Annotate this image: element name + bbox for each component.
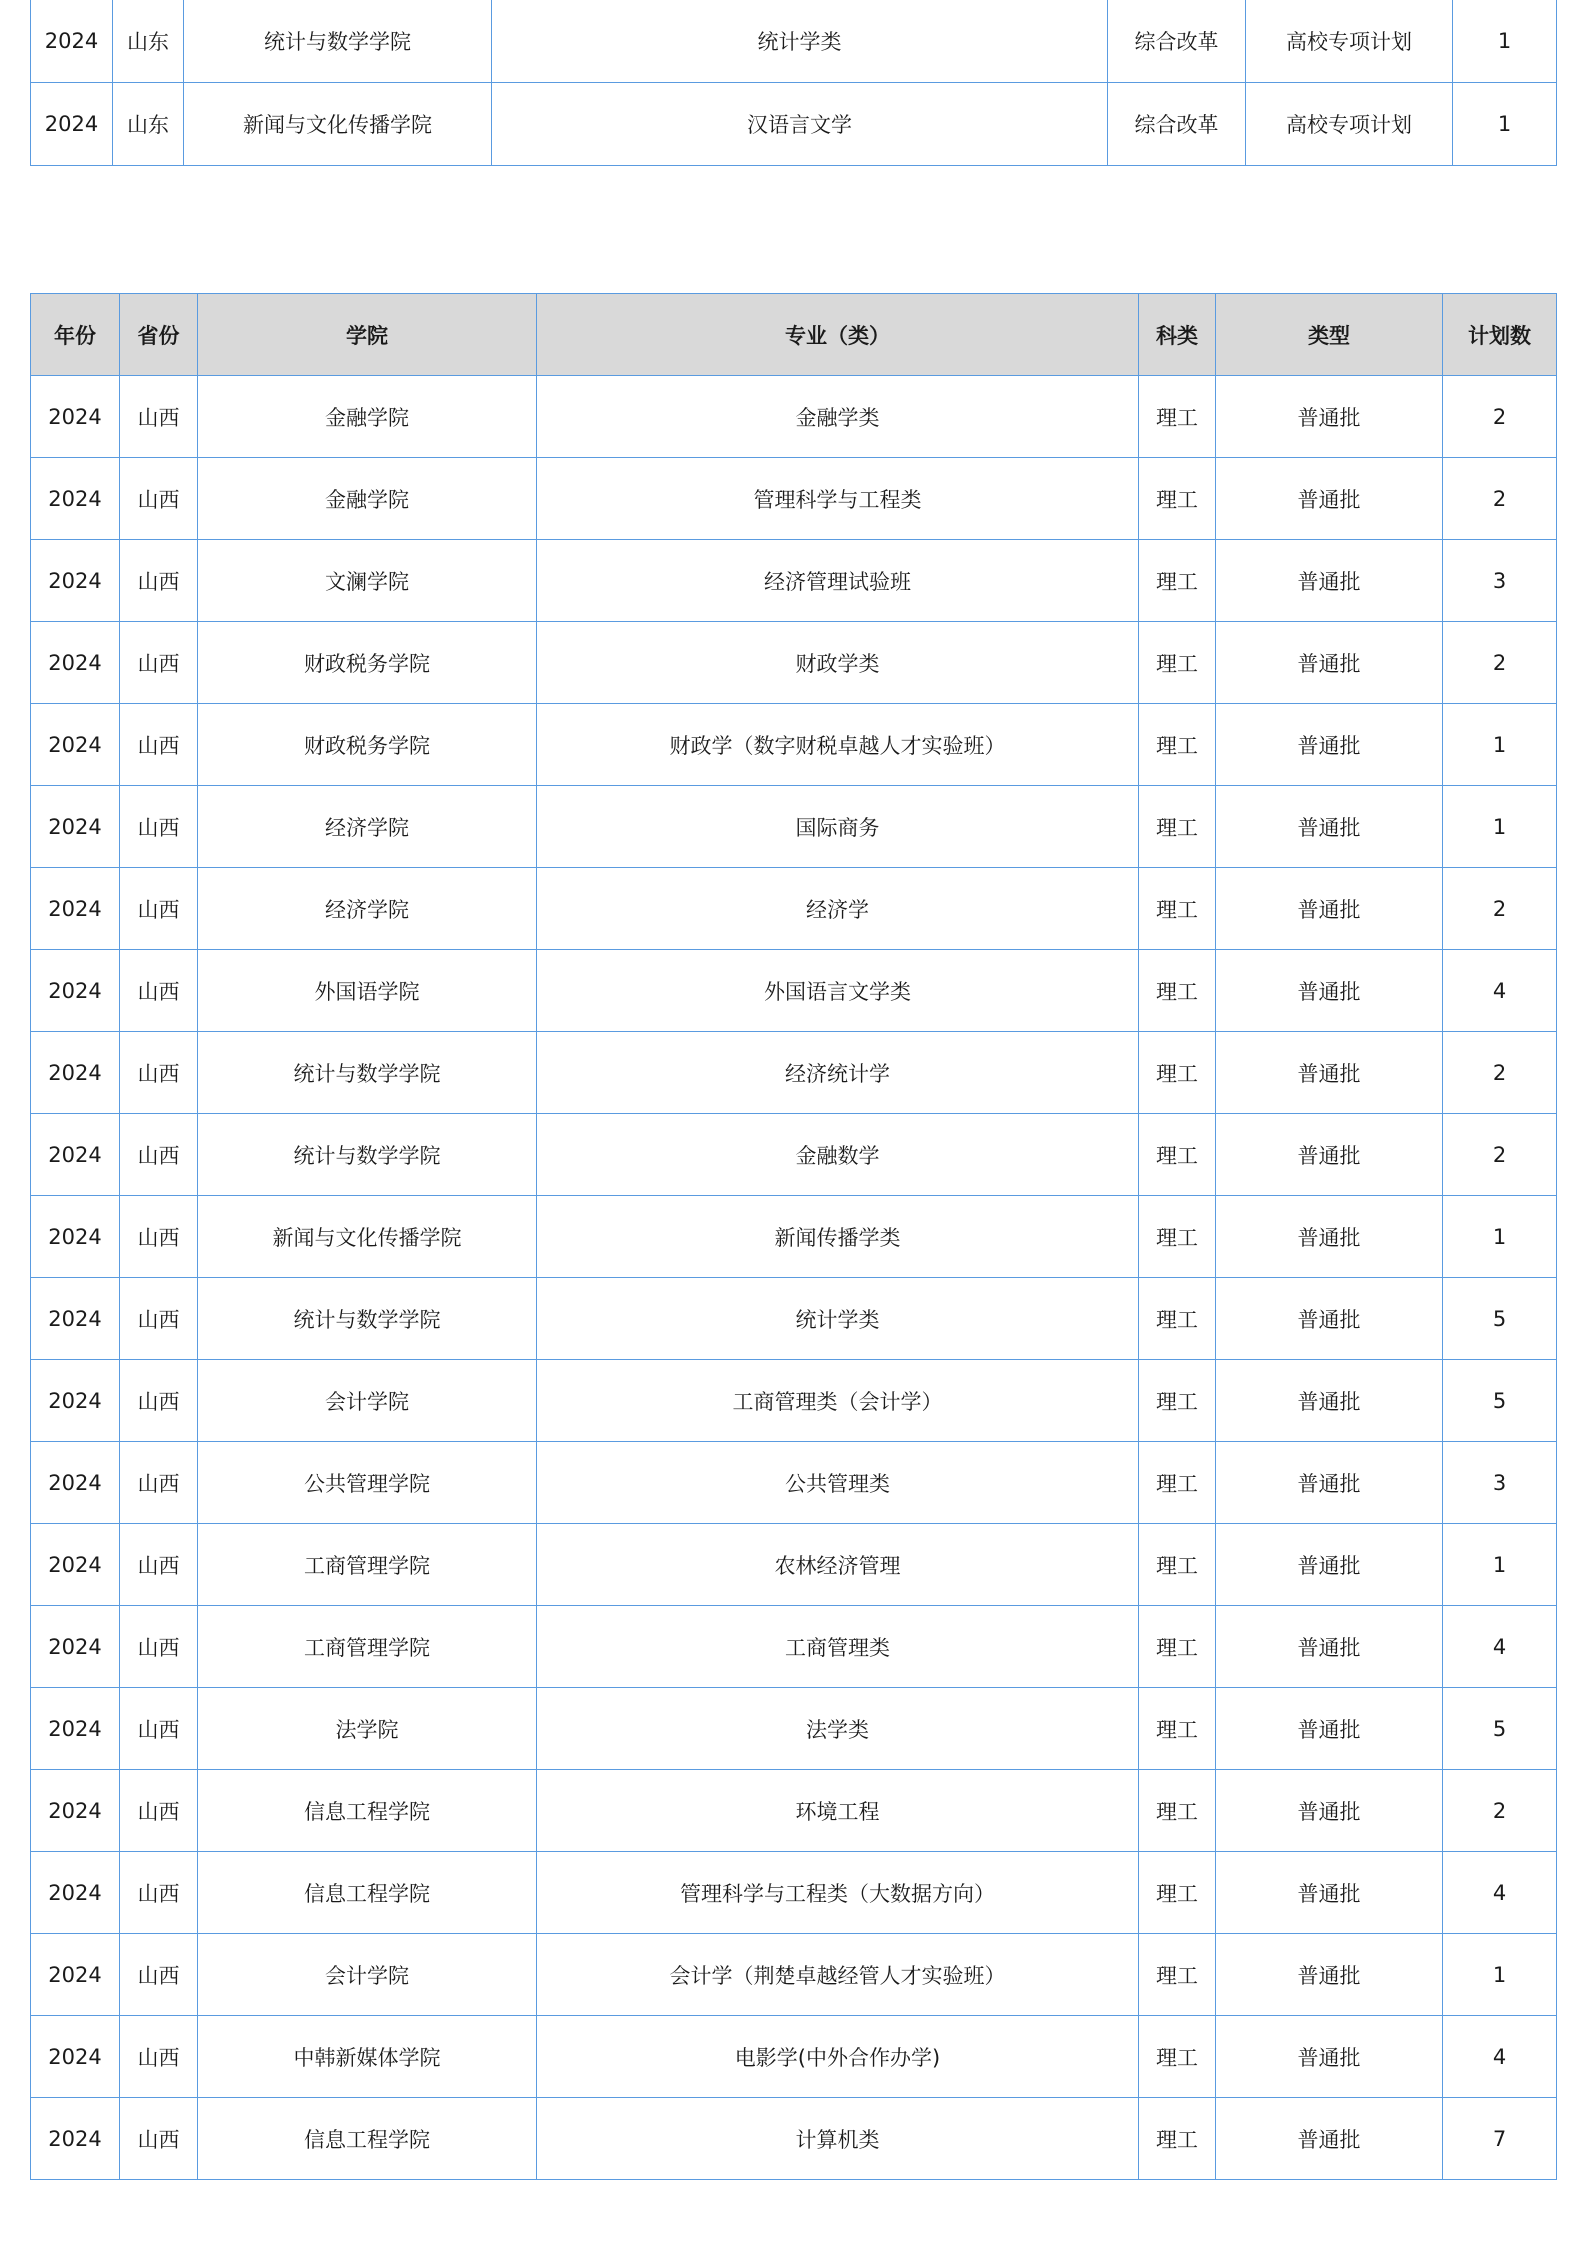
cell-batch-type: 普通批 — [1216, 1852, 1443, 1934]
cell-batch-type: 普通批 — [1216, 1032, 1443, 1114]
cell-batch-type: 普通批 — [1216, 704, 1443, 786]
cell-plan-count: 1 — [1443, 1934, 1557, 2016]
table-row — [31, 83, 1557, 166]
table-row — [31, 1442, 1557, 1524]
table-row — [31, 786, 1557, 868]
top-table-body — [31, 0, 1557, 166]
cell-plan-count: 5 — [1443, 1360, 1557, 1442]
cell-subject-category: 理工 — [1139, 868, 1216, 950]
cell-subject-category: 理工 — [1139, 458, 1216, 540]
main-table-body — [31, 376, 1557, 2180]
cell-plan-count: 7 — [1443, 2098, 1557, 2180]
cell-major: 管理科学与工程类 — [537, 458, 1139, 540]
table-row — [31, 376, 1557, 458]
cell-college: 外国语学院 — [198, 950, 537, 1032]
table-row — [31, 868, 1557, 950]
cell-year: 2024 — [31, 1032, 120, 1114]
cell-year: 2024 — [31, 1770, 120, 1852]
cell-major: 会计学（荆楚卓越经管人才实验班） — [537, 1934, 1139, 2016]
cell-major: 经济统计学 — [537, 1032, 1139, 1114]
cell-year: 2024 — [31, 622, 120, 704]
cell-major: 财政学（数字财税卓越人才实验班） — [537, 704, 1139, 786]
cell-province: 山东 — [113, 0, 184, 83]
table-row — [31, 1278, 1557, 1360]
cell-batch-type: 普通批 — [1216, 2098, 1443, 2180]
cell-plan-count: 1 — [1443, 704, 1557, 786]
table-row — [31, 1688, 1557, 1770]
cell-year: 2024 — [31, 2016, 120, 2098]
cell-subject-category: 综合改革 — [1108, 83, 1246, 166]
cell-major: 管理科学与工程类（大数据方向） — [537, 1852, 1139, 1934]
cell-province: 山西 — [120, 540, 198, 622]
cell-batch-type: 普通批 — [1216, 868, 1443, 950]
cell-plan-count: 5 — [1443, 1688, 1557, 1770]
cell-province: 山西 — [120, 786, 198, 868]
cell-college: 统计与数学学院 — [184, 0, 492, 83]
cell-major: 农林经济管理 — [537, 1524, 1139, 1606]
cell-plan-count: 2 — [1443, 1770, 1557, 1852]
cell-batch-type: 普通批 — [1216, 1688, 1443, 1770]
cell-college: 公共管理学院 — [198, 1442, 537, 1524]
cell-province: 山西 — [120, 1442, 198, 1524]
table-row — [31, 950, 1557, 1032]
cell-college: 经济学院 — [198, 786, 537, 868]
cell-batch-type: 普通批 — [1216, 1442, 1443, 1524]
cell-province: 山西 — [120, 1032, 198, 1114]
cell-major: 新闻传播学类 — [537, 1196, 1139, 1278]
cell-batch-type: 普通批 — [1216, 786, 1443, 868]
cell-major: 经济管理试验班 — [537, 540, 1139, 622]
table-row — [31, 1360, 1557, 1442]
cell-province: 山西 — [120, 2016, 198, 2098]
cell-plan-count: 4 — [1443, 950, 1557, 1032]
cell-college: 工商管理学院 — [198, 1524, 537, 1606]
cell-year: 2024 — [31, 1688, 120, 1770]
table-row — [31, 540, 1557, 622]
cell-college: 文澜学院 — [198, 540, 537, 622]
cell-plan-count: 3 — [1443, 1442, 1557, 1524]
cell-subject-category: 理工 — [1139, 1934, 1216, 2016]
cell-major: 国际商务 — [537, 786, 1139, 868]
cell-college: 新闻与文化传播学院 — [184, 83, 492, 166]
table-row — [31, 1852, 1557, 1934]
cell-college: 工商管理学院 — [198, 1606, 537, 1688]
cell-major: 法学类 — [537, 1688, 1139, 1770]
cell-province: 山西 — [120, 1196, 198, 1278]
cell-subject-category: 理工 — [1139, 1360, 1216, 1442]
cell-subject-category: 理工 — [1139, 1114, 1216, 1196]
cell-college: 信息工程学院 — [198, 1770, 537, 1852]
cell-college: 会计学院 — [198, 1360, 537, 1442]
cell-province: 山西 — [120, 1524, 198, 1606]
cell-year: 2024 — [31, 1196, 120, 1278]
cell-subject-category: 理工 — [1139, 950, 1216, 1032]
table-row — [31, 1114, 1557, 1196]
cell-subject-category: 理工 — [1139, 1278, 1216, 1360]
cell-batch-type: 普通批 — [1216, 1196, 1443, 1278]
cell-province: 山东 — [113, 83, 184, 166]
cell-plan-count: 1 — [1443, 1196, 1557, 1278]
cell-subject-category: 理工 — [1139, 376, 1216, 458]
cell-major: 电影学(中外合作办学) — [537, 2016, 1139, 2098]
cell-plan-count: 4 — [1443, 1852, 1557, 1934]
header-batch-type: 类型 — [1216, 294, 1443, 376]
cell-subject-category: 理工 — [1139, 1852, 1216, 1934]
cell-plan-count: 2 — [1443, 868, 1557, 950]
table-row — [31, 622, 1557, 704]
cell-province: 山西 — [120, 1688, 198, 1770]
cell-plan-count: 4 — [1443, 1606, 1557, 1688]
cell-major: 公共管理类 — [537, 1442, 1139, 1524]
header-major: 专业（类） — [537, 294, 1139, 376]
cell-year: 2024 — [31, 1606, 120, 1688]
cell-batch-type: 普通批 — [1216, 1278, 1443, 1360]
cell-province: 山西 — [120, 1934, 198, 2016]
table-row — [31, 704, 1557, 786]
cell-college: 统计与数学学院 — [198, 1114, 537, 1196]
cell-plan-count: 1 — [1443, 1524, 1557, 1606]
cell-subject-category: 理工 — [1139, 786, 1216, 868]
cell-province: 山西 — [120, 950, 198, 1032]
cell-major: 统计学类 — [492, 0, 1108, 83]
cell-major: 汉语言文学 — [492, 83, 1108, 166]
cell-college: 统计与数学学院 — [198, 1032, 537, 1114]
cell-subject-category: 理工 — [1139, 1442, 1216, 1524]
cell-subject-category: 理工 — [1139, 1196, 1216, 1278]
cell-college: 经济学院 — [198, 868, 537, 950]
cell-year: 2024 — [31, 1114, 120, 1196]
cell-subject-category: 理工 — [1139, 1032, 1216, 1114]
cell-year: 2024 — [31, 868, 120, 950]
cell-college: 中韩新媒体学院 — [198, 2016, 537, 2098]
cell-batch-type: 普通批 — [1216, 1606, 1443, 1688]
cell-year: 2024 — [31, 2098, 120, 2180]
header-college: 学院 — [198, 294, 537, 376]
cell-year: 2024 — [31, 786, 120, 868]
cell-college: 金融学院 — [198, 376, 537, 458]
cell-batch-type: 高校专项计划 — [1246, 0, 1453, 83]
cell-plan-count: 2 — [1443, 376, 1557, 458]
cell-subject-category: 理工 — [1139, 1524, 1216, 1606]
table-row — [31, 2098, 1557, 2180]
cell-year: 2024 — [31, 1442, 120, 1524]
cell-province: 山西 — [120, 1606, 198, 1688]
cell-major: 经济学 — [537, 868, 1139, 950]
cell-major: 金融数学 — [537, 1114, 1139, 1196]
cell-plan-count: 2 — [1443, 458, 1557, 540]
cell-province: 山西 — [120, 458, 198, 540]
cell-batch-type: 普通批 — [1216, 458, 1443, 540]
table-row — [31, 0, 1557, 83]
header-subject-category: 科类 — [1139, 294, 1216, 376]
cell-batch-type: 普通批 — [1216, 622, 1443, 704]
cell-year: 2024 — [31, 1278, 120, 1360]
cell-college: 会计学院 — [198, 1934, 537, 2016]
cell-batch-type: 普通批 — [1216, 1524, 1443, 1606]
table-header-row — [31, 294, 1557, 376]
cell-province: 山西 — [120, 1360, 198, 1442]
cell-college: 财政税务学院 — [198, 704, 537, 786]
cell-plan-count: 1 — [1453, 0, 1557, 83]
cell-year: 2024 — [31, 376, 120, 458]
cell-province: 山西 — [120, 622, 198, 704]
cell-year: 2024 — [31, 458, 120, 540]
cell-year: 2024 — [31, 704, 120, 786]
cell-plan-count: 3 — [1443, 540, 1557, 622]
cell-province: 山西 — [120, 1852, 198, 1934]
cell-college: 金融学院 — [198, 458, 537, 540]
cell-province: 山西 — [120, 2098, 198, 2180]
cell-province: 山西 — [120, 868, 198, 950]
cell-batch-type: 普通批 — [1216, 1114, 1443, 1196]
cell-subject-category: 理工 — [1139, 1606, 1216, 1688]
cell-plan-count: 2 — [1443, 622, 1557, 704]
cell-year: 2024 — [31, 1524, 120, 1606]
cell-year: 2024 — [31, 1852, 120, 1934]
cell-plan-count: 4 — [1443, 2016, 1557, 2098]
cell-batch-type: 高校专项计划 — [1246, 83, 1453, 166]
cell-major: 计算机类 — [537, 2098, 1139, 2180]
cell-college: 法学院 — [198, 1688, 537, 1770]
table-row — [31, 1032, 1557, 1114]
cell-plan-count: 2 — [1443, 1114, 1557, 1196]
header-plan-count: 计划数 — [1443, 294, 1557, 376]
cell-year: 2024 — [31, 1360, 120, 1442]
enrollment-plan-table — [30, 293, 1557, 2180]
cell-major: 金融学类 — [537, 376, 1139, 458]
top-table — [30, 0, 1557, 166]
header-year: 年份 — [31, 294, 120, 376]
cell-subject-category: 综合改革 — [1108, 0, 1246, 83]
cell-major: 统计学类 — [537, 1278, 1139, 1360]
cell-batch-type: 普通批 — [1216, 1934, 1443, 2016]
cell-major: 财政学类 — [537, 622, 1139, 704]
cell-year: 2024 — [31, 1934, 120, 2016]
cell-batch-type: 普通批 — [1216, 1360, 1443, 1442]
cell-subject-category: 理工 — [1139, 2098, 1216, 2180]
cell-subject-category: 理工 — [1139, 1770, 1216, 1852]
cell-subject-category: 理工 — [1139, 622, 1216, 704]
cell-province: 山西 — [120, 1278, 198, 1360]
cell-major: 工商管理类 — [537, 1606, 1139, 1688]
cell-plan-count: 1 — [1453, 83, 1557, 166]
cell-year: 2024 — [31, 83, 113, 166]
cell-subject-category: 理工 — [1139, 540, 1216, 622]
table-row — [31, 1524, 1557, 1606]
table-row — [31, 1934, 1557, 2016]
cell-year: 2024 — [31, 0, 113, 83]
cell-plan-count: 2 — [1443, 1032, 1557, 1114]
cell-college: 统计与数学学院 — [198, 1278, 537, 1360]
cell-province: 山西 — [120, 1114, 198, 1196]
cell-subject-category: 理工 — [1139, 704, 1216, 786]
cell-province: 山西 — [120, 1770, 198, 1852]
cell-batch-type: 普通批 — [1216, 1770, 1443, 1852]
cell-major: 环境工程 — [537, 1770, 1139, 1852]
cell-plan-count: 5 — [1443, 1278, 1557, 1360]
cell-college: 信息工程学院 — [198, 1852, 537, 1934]
table-row — [31, 2016, 1557, 2098]
cell-subject-category: 理工 — [1139, 1688, 1216, 1770]
cell-plan-count: 1 — [1443, 786, 1557, 868]
cell-batch-type: 普通批 — [1216, 950, 1443, 1032]
cell-college: 信息工程学院 — [198, 2098, 537, 2180]
cell-subject-category: 理工 — [1139, 2016, 1216, 2098]
table-row — [31, 458, 1557, 540]
table-row — [31, 1606, 1557, 1688]
cell-province: 山西 — [120, 704, 198, 786]
cell-year: 2024 — [31, 540, 120, 622]
cell-major: 工商管理类（会计学） — [537, 1360, 1139, 1442]
cell-college: 财政税务学院 — [198, 622, 537, 704]
cell-province: 山西 — [120, 376, 198, 458]
table-row — [31, 1770, 1557, 1852]
cell-college: 新闻与文化传播学院 — [198, 1196, 537, 1278]
cell-major: 外国语言文学类 — [537, 950, 1139, 1032]
cell-batch-type: 普通批 — [1216, 376, 1443, 458]
header-province: 省份 — [120, 294, 198, 376]
table-row — [31, 1196, 1557, 1278]
cell-year: 2024 — [31, 950, 120, 1032]
cell-batch-type: 普通批 — [1216, 540, 1443, 622]
cell-batch-type: 普通批 — [1216, 2016, 1443, 2098]
